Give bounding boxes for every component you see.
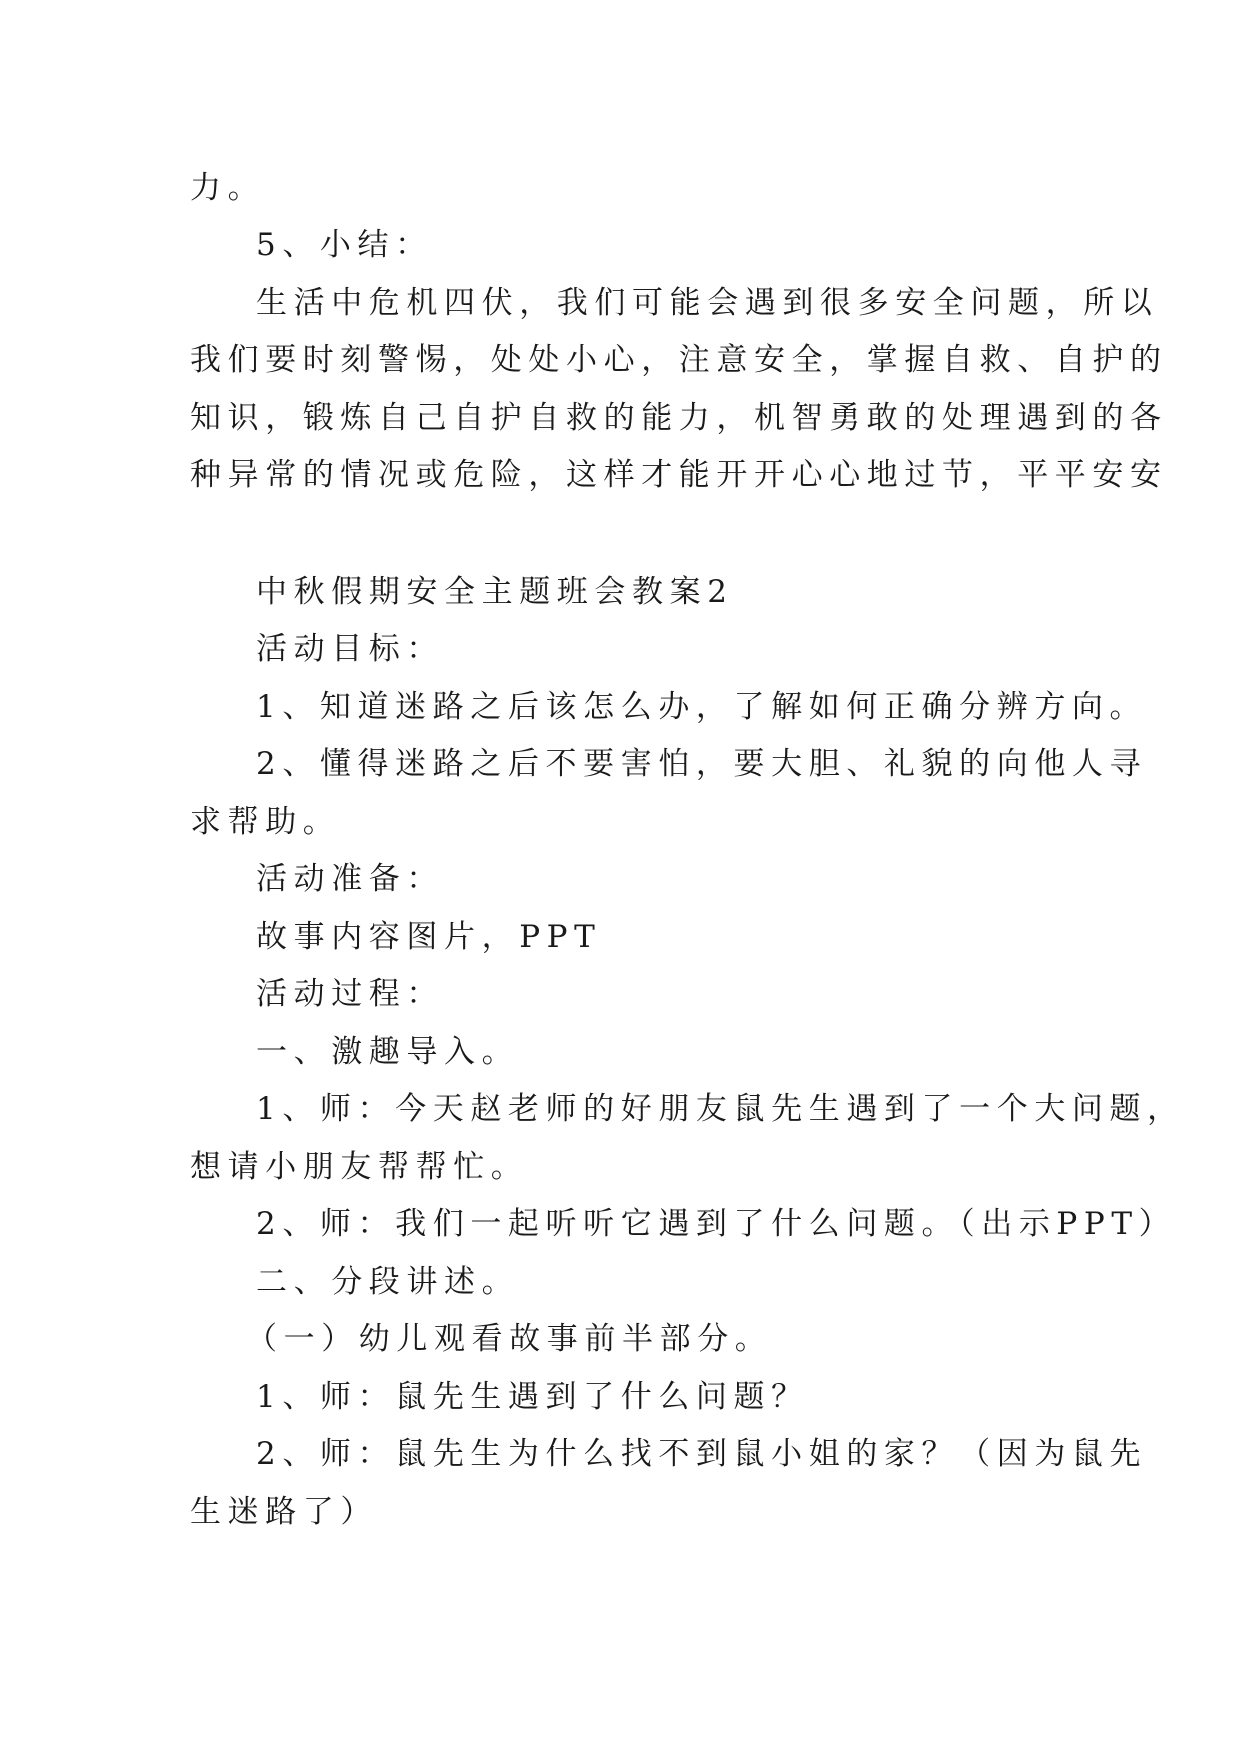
paragraph-line: 求帮助。 bbox=[190, 804, 341, 840]
paragraph-line: 生迷路了） bbox=[190, 1494, 378, 1530]
section-heading: 一、激趣导入。 bbox=[256, 1034, 520, 1070]
section-heading: 活动目标： bbox=[256, 631, 444, 667]
list-item: 1、师：鼠先生遇到了什么问题？ bbox=[256, 1379, 809, 1415]
list-item: 1、师：今天赵老师的好朋友鼠先生遇到了一个大问题， bbox=[256, 1091, 1185, 1127]
section-heading: 活动准备： bbox=[256, 861, 444, 897]
list-item: 2、师：我们一起听听它遇到了什么问题。（出示PPT） bbox=[256, 1206, 1177, 1242]
list-item: 2、懂得迷路之后不要害怕，要大胆、礼貌的向他人寻 bbox=[256, 746, 1148, 782]
paragraph-line: 想请小朋友帮帮忙。 bbox=[190, 1149, 529, 1185]
paragraph-line: 故事内容图片，PPT bbox=[256, 919, 602, 955]
paragraph-line: 力。 bbox=[190, 170, 266, 206]
paragraph-line: 种异常的情况或危险，这样才能开开心心地过节，平平安安 bbox=[190, 457, 1168, 493]
section-heading: 二、分段讲述。 bbox=[256, 1264, 520, 1300]
list-item: 1、知道迷路之后该怎么办，了解如何正确分辨方向。 bbox=[256, 689, 1148, 725]
section-heading: 5、小结： bbox=[256, 227, 433, 263]
list-item: 2、师：鼠先生为什么找不到鼠小姐的家？（因为鼠先 bbox=[256, 1436, 1148, 1472]
paragraph-line: 生活中危机四伏，我们可能会遇到很多安全问题，所以 bbox=[256, 285, 1159, 321]
paragraph-line: 知识，锻炼自己自护自救的能力，机智勇敢的处理遇到的各 bbox=[190, 400, 1168, 436]
section-heading: 活动过程： bbox=[256, 976, 444, 1012]
document-title: 中秋假期安全主题班会教案2 bbox=[256, 574, 734, 610]
subsection-heading: （一）幼儿观看故事前半部分。 bbox=[246, 1321, 773, 1357]
paragraph-line: 我们要时刻警惕，处处小心，注意安全，掌握自救、自护的 bbox=[190, 342, 1168, 378]
